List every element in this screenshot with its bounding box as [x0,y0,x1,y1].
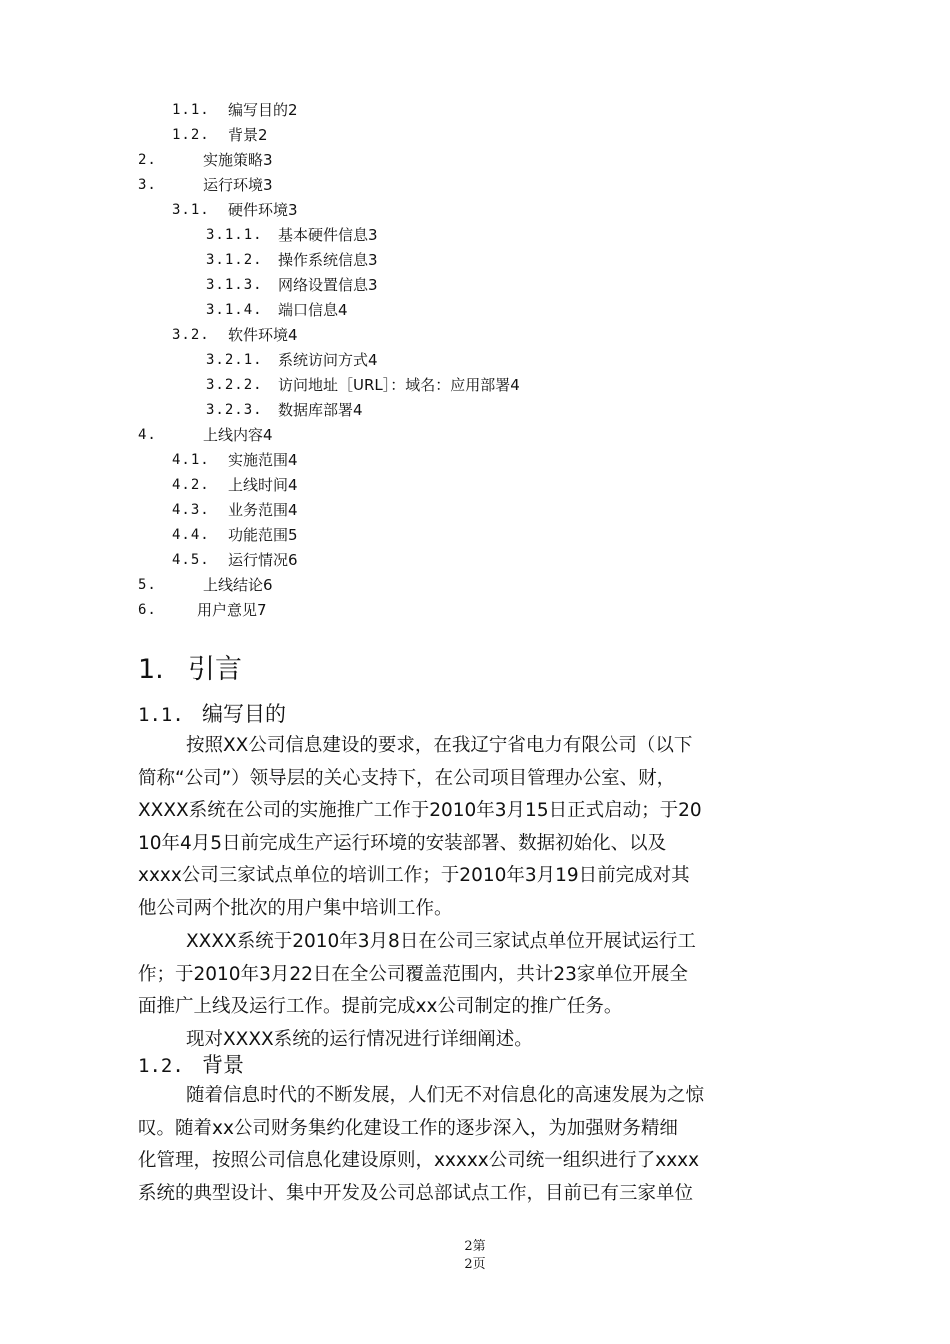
toc-entry-number: 2. [138,152,157,168]
toc-entry[interactable] [0,498,950,523]
toc-entry[interactable] [0,398,950,423]
toc-entry-title: 基本硬件信息3 [278,226,378,244]
toc-entry-number: 4.4. [172,527,210,543]
toc-entry[interactable] [0,523,950,548]
page-number-footer [0,1238,950,1274]
paragraph-purpose-2 [138,926,818,1024]
text-line: 化管理，按照公司信息化建设原则，xxxxx公司统一组织进行了xxxx [138,1150,700,1172]
toc-entry[interactable] [0,248,950,273]
text-line: 现对XXXX系统的运行情况进行详细阐述。 [186,1029,533,1050]
toc-entry-number: 4.2. [172,477,210,493]
toc-entry[interactable] [0,598,950,623]
text-line: 他公司两个批次的用户集中培训工作。 [138,897,453,919]
toc-entry-number: 4.5. [172,552,210,568]
toc-entry-title: 用户意见7 [197,601,267,619]
toc-entry-title: 访问地址［URL］：域名：应用部署4 [278,376,520,394]
toc-entry[interactable] [0,223,950,248]
toc-entry-number: 3.1. [172,202,210,218]
toc-entry-number: 5. [138,577,157,593]
paragraph-background-1 [138,1080,818,1210]
toc-entry-title: 上线时间4 [228,476,298,494]
heading-title: 背景 [202,1053,244,1077]
toc-entry-title: 运行环境3 [203,176,273,194]
toc-entry-title: 上线内容4 [203,426,273,444]
toc-entry-title: 功能范围5 [228,526,298,544]
toc-entry-number: 3.2.3. [206,402,263,418]
heading-number: 1.2. [138,1055,184,1077]
toc-entry[interactable] [0,173,950,198]
toc-entry[interactable] [0,323,950,348]
text-line: 随着信息时代的不断发展，人们无不对信息化的高速发展为之惊 [186,1085,705,1106]
toc-entry[interactable] [0,148,950,173]
toc-entry-number: 3.2.2. [206,377,263,393]
toc-entry-number: 3.2. [172,327,210,343]
toc-entry-number: 4. [138,427,157,443]
toc-entry[interactable] [0,198,950,223]
toc-entry-title: 硬件环境3 [228,201,298,219]
text-line: 按照XX公司信息建设的要求，在我辽宁省电力有限公司（以下 [186,735,693,756]
toc-entry[interactable] [0,123,950,148]
toc-entry-number: 1.1. [172,102,210,118]
toc-entry-number: 1.2. [172,127,210,143]
toc-entry-number: 3. [138,177,157,193]
text-line: 叹。随着xx公司财务集约化建设工作的逐步深入，为加强财务精细 [138,1117,678,1139]
toc-entry[interactable] [0,298,950,323]
toc-entry[interactable] [0,373,950,398]
toc-entry-title: 系统访问方式4 [278,351,378,369]
heading-introduction [138,650,242,690]
heading-title: 引言 [188,654,242,685]
toc-entry-title: 端口信息4 [278,301,348,319]
text-line: 面推广上线及运行工作。提前完成xx公司制定的推广任务。 [138,996,623,1018]
toc-entry[interactable] [0,448,950,473]
paragraph-purpose-1 [138,730,818,926]
text-line: 系统的典型设计、集中开发及公司总部试点工作，目前已有三家单位 [138,1182,694,1204]
heading-title: 编写目的 [202,702,286,726]
toc-entry-title: 实施策略3 [203,151,273,169]
toc-entry[interactable] [0,548,950,573]
page-number-line: 2第 [464,1239,486,1254]
heading-purpose [138,698,286,731]
heading-background [138,1049,244,1082]
toc-entry-title: 操作系统信息3 [278,251,378,269]
text-line: XXXX系统于2010年3月8日在公司三家试点单位开展试运行工 [186,931,696,952]
text-line: 简称“公司”）领导层的关心支持下，在公司项目管理办公室、财， [138,767,676,789]
toc-entry-number: 4.3. [172,502,210,518]
toc-entry-title: 背景2 [228,126,268,144]
heading-number: 1.1. [138,704,184,726]
toc-entry-title: 编写目的2 [228,101,298,119]
toc-entry[interactable] [0,473,950,498]
toc-entry-number: 6. [138,602,157,618]
heading-number: 1. [138,654,164,685]
toc-entry-title: 数据库部署4 [278,401,363,419]
toc-entry-number: 3.1.4. [206,302,263,318]
toc-entry[interactable] [0,423,950,448]
toc-entry-title: 网络设置信息3 [278,276,378,294]
page-number-line: 2页 [464,1257,486,1272]
toc-entry-title: 业务范围4 [228,501,298,519]
toc-entry[interactable] [0,573,950,598]
text-line: XXXX系统在公司的实施推广工作于2010年3月15日正式启动；于20 [138,800,702,822]
toc-entry-number: 3.1.3. [206,277,263,293]
toc-entry-title: 运行情况6 [228,551,298,569]
toc-entry[interactable] [0,348,950,373]
toc-entry-number: 3.1.2. [206,252,263,268]
toc-entry-title: 上线结论6 [203,576,273,594]
toc-entry-title: 实施范围4 [228,451,298,469]
toc-entry-number: 3.1.1. [206,227,263,243]
text-line: 10年4月5日前完成生产运行环境的安装部署、数据初始化、以及 [138,832,667,854]
toc-entry-number: 3.2.1. [206,352,263,368]
toc-entry-number: 4.1. [172,452,210,468]
text-line: 作；于2010年3月22日在全公司覆盖范围内，共计23家单位开展全 [138,963,688,985]
toc-entry[interactable] [0,273,950,298]
text-line: xxxx公司三家试点单位的培训工作；于2010年3月19日前完成对其 [138,865,690,887]
toc-entry[interactable] [0,98,950,123]
toc-entry-title: 软件环境4 [228,326,298,344]
table-of-contents [0,98,950,623]
